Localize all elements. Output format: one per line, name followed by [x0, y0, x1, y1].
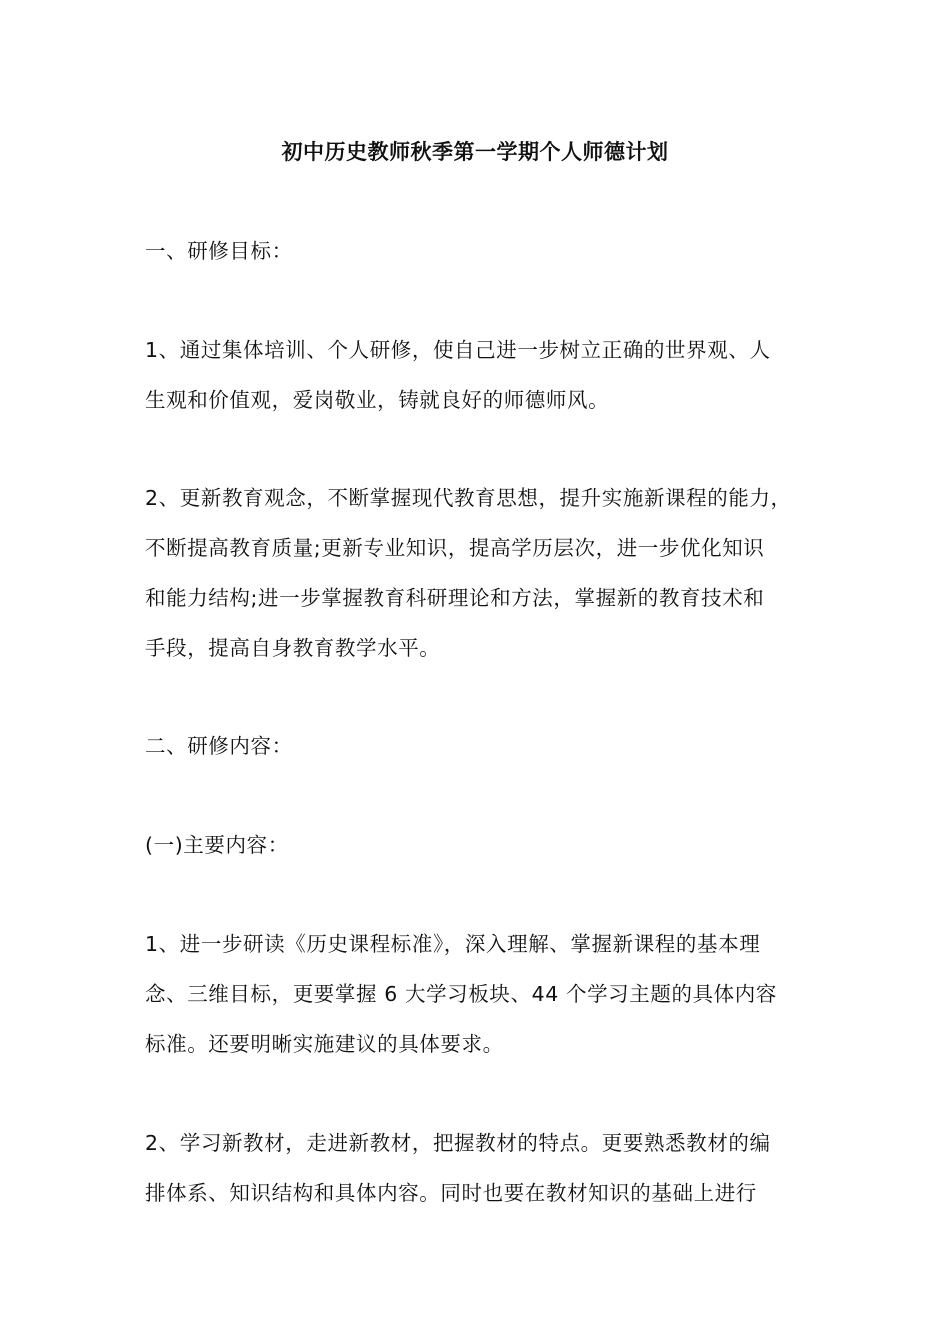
- paragraph-content-2: [145, 1118, 835, 1218]
- text-line: 和能力结构;进一步掌握教育科研理论和方法，掌握新的教育技术和: [145, 586, 765, 610]
- text-line: 手段，提高自身教育教学水平。: [145, 636, 441, 660]
- text-line: 1、进一步研读《历史课程标准》，深入理解、掌握新课程的基本理: [145, 932, 761, 956]
- text-line: 2、学习新教材，走进新教材，把握教材的特点。更要熟悉教材的编: [145, 1131, 771, 1155]
- text-line: 一、研修目标：: [145, 239, 293, 263]
- text-line: 二、研修内容：: [145, 734, 293, 758]
- subheading-main-content: [145, 820, 835, 870]
- paragraph-goal-1: [145, 325, 835, 425]
- paragraph-content-1: [145, 919, 835, 1069]
- text-line: 生观和价值观，爱岗敬业，铸就良好的师德师风。: [145, 388, 610, 412]
- text-line: 排体系、知识结构和具体内容。同时也要在教材知识的基础上进行: [145, 1181, 757, 1205]
- text-line: 2、更新教育观念，不断掌握现代教育思想，提升实施新课程的能力，: [145, 486, 792, 510]
- text-line: 标准。还要明晰实施建议的具体要求。: [145, 1032, 504, 1056]
- heading-content: [145, 721, 835, 771]
- text-line: 念、三维目标，更要掌握 6 大学习板块、44 个学习主题的具体内容: [145, 982, 777, 1006]
- text-line: 1、通过集体培训、个人研修，使自己进一步树立正确的世界观、人: [145, 338, 771, 362]
- text-line: 不断提高教育质量;更新专业知识，提高学历层次，进一步优化知识: [145, 536, 765, 560]
- text-line: (一)主要内容：: [145, 833, 289, 857]
- document-title: 初中历史教师秋季第一学期个人师德计划: [281, 140, 669, 164]
- heading-goals: [145, 226, 835, 276]
- paragraph-goal-2: [145, 473, 835, 673]
